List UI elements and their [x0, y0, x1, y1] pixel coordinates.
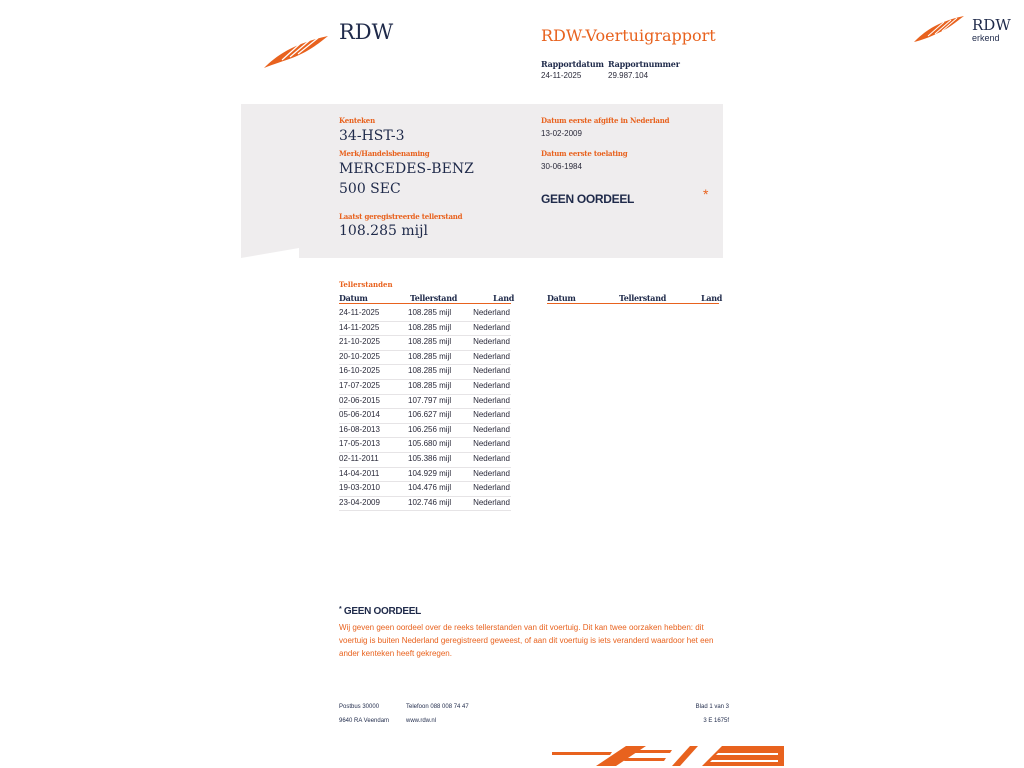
first-nl-label: Datum eerste afgifte in Nederland	[541, 116, 670, 125]
row-land: Nederland	[473, 410, 510, 420]
table-row	[339, 364, 511, 380]
row-date: 17-05-2013	[339, 439, 380, 449]
footer-address-1: Postbus 30000	[339, 704, 380, 710]
rdw-erkend-logo-icon	[912, 12, 966, 44]
plate-label: Kenteken	[339, 116, 375, 125]
row-date: 14-11-2025	[339, 322, 380, 332]
model-value: 500 SEC	[339, 181, 401, 197]
footer-address-2: 9640 RA Veendam	[339, 718, 390, 724]
footer-code: 3 E 1675f	[703, 718, 729, 724]
row-km: 108.285 mijl	[408, 366, 452, 376]
note-text: Wij geven geen oordeel over de reeks tellerstanden van dit voertuig. Dit kan twee oorzaken hebben: dit voertuig is buiten Nederland geregistreerd geweest, of aan dit voertuig is iets veranderd waardoor het een ander kenteken heeft gekregen.	[339, 623, 714, 658]
row-date: 21-10-2025	[339, 337, 380, 347]
badge-brand: RDW	[972, 16, 1011, 34]
row-date: 16-10-2025	[339, 366, 380, 376]
decorative-stripes-icon	[552, 744, 786, 768]
table-row	[339, 467, 511, 483]
report-date-label: Rapportdatum	[541, 59, 604, 69]
row-km: 108.285 mijl	[408, 322, 452, 332]
col-km-header: Tellerstand	[410, 293, 458, 303]
vehicle-panel	[241, 104, 723, 258]
row-date: 02-06-2015	[339, 395, 380, 405]
table-row	[339, 350, 511, 366]
rdw-feather-logo-icon	[262, 30, 330, 70]
first-nl-value: 13-02-2009	[541, 129, 582, 138]
row-date: 17-07-2025	[339, 381, 380, 390]
row-date: 19-03-2010	[339, 483, 380, 493]
table-row	[339, 306, 511, 322]
note-title-text: GEEN OORDEEL	[343, 606, 421, 617]
row-km: 108.285 mijl	[408, 381, 452, 390]
header-rule-right	[547, 303, 719, 304]
col-date-header: Datum	[339, 293, 368, 303]
row-km: 106.627 mijl	[408, 410, 452, 420]
report-number-label: Rapportnummer	[608, 59, 680, 69]
badge-sub: erkend	[972, 33, 1000, 43]
row-km: 105.680 mijl	[408, 439, 452, 449]
table-row	[339, 394, 511, 410]
table-row	[339, 408, 511, 424]
note-title	[339, 606, 421, 617]
table-row	[339, 481, 511, 497]
row-land: Nederland	[473, 322, 510, 332]
verdict: GEEN OORDEEL	[541, 192, 635, 206]
row-date: 02-11-2011	[339, 454, 379, 463]
odometer-value: 108.285 mijl	[339, 223, 428, 239]
row-land: Nederland	[473, 424, 510, 434]
row-date: 05-06-2014	[339, 410, 380, 420]
odometer-label: Laatst geregistreerde tellerstand	[339, 212, 463, 221]
table-row	[339, 452, 511, 468]
first-admission-value: 30-06-1984	[541, 162, 582, 171]
row-land: Nederland	[473, 483, 510, 493]
row-date: 16-08-2013	[339, 424, 380, 434]
row-km: 107.797 mijl	[408, 395, 452, 405]
col-land-header: Land	[493, 293, 515, 303]
note-mark: *	[339, 606, 342, 613]
row-km: 104.929 mijl	[408, 468, 452, 478]
col-km-header-right: Tellerstand	[619, 293, 667, 303]
row-km: 106.256 mijl	[408, 424, 452, 434]
footer-page: Blad 1 van 3	[695, 704, 729, 710]
header-rule-left	[339, 303, 511, 304]
report-date: 24-11-2025	[541, 71, 582, 80]
row-km: 108.285 mijl	[408, 308, 452, 317]
first-admission-label: Datum eerste toelating	[541, 149, 628, 158]
panel-notch	[241, 248, 299, 258]
table-row	[339, 379, 511, 395]
row-km: 108.285 mijl	[408, 351, 452, 361]
row-land: Nederland	[473, 308, 510, 317]
row-land: Nederland	[473, 468, 510, 478]
row-date: 23-04-2009	[339, 497, 380, 507]
make-label: Merk/Handelsbenaming	[339, 149, 430, 158]
row-km: 102.746 mijl	[408, 497, 452, 507]
report-number: 29.987.104	[608, 71, 649, 80]
verdict-mark: *	[703, 186, 709, 202]
col-date-header-right: Datum	[547, 293, 576, 303]
row-date: 24-11-2025	[339, 308, 380, 317]
readings-title: Tellerstanden	[339, 280, 393, 289]
table-row	[339, 321, 511, 337]
row-land: Nederland	[473, 337, 510, 347]
brand-name: RDW	[339, 20, 394, 44]
footer-web-link[interactable]: www.rdw.nl	[406, 718, 437, 724]
row-date: 20-10-2025	[339, 351, 380, 361]
row-date: 14-04-2011	[339, 468, 380, 478]
row-km: 108.285 mijl	[408, 337, 452, 347]
row-land: Nederland	[473, 395, 510, 405]
table-row	[339, 335, 511, 351]
row-land: Nederland	[473, 497, 510, 507]
row-km: 104.476 mijl	[408, 483, 452, 493]
row-land: Nederland	[473, 366, 510, 376]
make-value: MERCEDES-BENZ	[339, 161, 474, 177]
row-land: Nederland	[473, 439, 510, 449]
row-land: Nederland	[473, 381, 510, 390]
row-land: Nederland	[473, 454, 510, 463]
table-row	[339, 437, 511, 453]
table-row	[339, 496, 511, 512]
footer-phone: Telefoon 088 008 74 47	[406, 704, 469, 710]
row-land: Nederland	[473, 351, 510, 361]
plate-value: 34-HST-3	[339, 128, 405, 144]
table-row	[339, 423, 511, 439]
report-title: RDW-Voertuigrapport	[541, 26, 716, 45]
col-land-header-right: Land	[701, 293, 723, 303]
row-km: 105.386 mijl	[408, 454, 452, 463]
